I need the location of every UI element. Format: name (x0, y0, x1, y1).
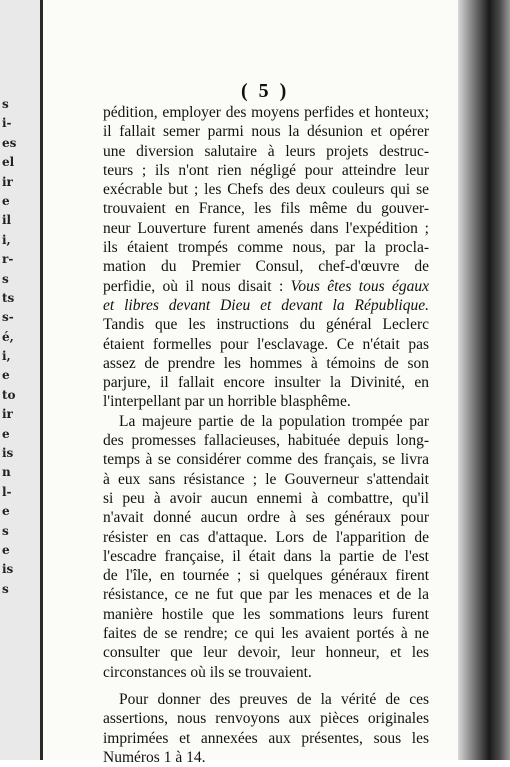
bleed-fragment: es (2, 135, 17, 150)
italic-quote: et libres devant Dieu et devant la République. (103, 296, 429, 314)
bleed-fragment: il (2, 213, 12, 228)
text-line: parjure, il fallait encore insulter la Divinité, en (103, 374, 429, 392)
bleed-fragment: e (2, 193, 10, 208)
text-line: si peu à avoir aucun ennemi à combattre, qu'il (103, 489, 429, 507)
bleed-fragment: e (2, 426, 10, 441)
right-page-edge (458, 0, 510, 760)
text-line: des promesses fallacieuses, habituée depuis long- (103, 432, 429, 450)
text-line: de l'île, en tournée ; si quelques généraux firent (103, 567, 429, 585)
bleed-fragment: ts (2, 290, 15, 305)
bleed-fragment: i, (2, 349, 11, 364)
bleed-fragment: é, (2, 329, 14, 344)
paragraph-1 (103, 103, 429, 412)
text-line: teurs ; ils n'ont rien négligé pour atteindre leur (103, 161, 429, 179)
text-line: Numéros 1 à 14. (103, 748, 206, 766)
bleed-fragment: ir (2, 407, 13, 422)
text-line: circonstances où ils se trouvaient. (103, 663, 312, 681)
text-line (103, 277, 429, 296)
text-line: assertions, nous renvoyons aux pièces originales (103, 710, 429, 728)
bleed-fragment: i- (2, 116, 12, 131)
text-line: imprimées et annexées aux présentes, sous les (103, 729, 429, 747)
text-line: neur Louverture furent amenés dans l'expédition ; (103, 219, 429, 237)
text-line: étaient formelles pour l'esclavage. Ce n'était pas (103, 335, 429, 353)
bleed-fragment: e (2, 542, 10, 557)
text-line: mation du Premier Consul, chef-d'œuvre de (103, 258, 429, 276)
bleed-fragment: s (2, 271, 9, 286)
text-line: ils étaient trompés comme nous, par la procla- (103, 239, 429, 257)
paragraph-3 (103, 690, 429, 767)
text-line: l'escadre française, il était dans la partie de l'est (103, 547, 429, 565)
bleed-fragment: s (2, 97, 9, 111)
bleed-fragment: l- (2, 484, 12, 499)
text-line: n'avait donné aucun ordre à ses généraux pour (103, 509, 429, 527)
text-line: il fallait semer parmi nous la désunion et opérer (103, 123, 429, 141)
text-line: Pour donner des preuves de la vérité de ces (119, 690, 429, 708)
text-line: manière hostile que les sommations leurs furent (103, 605, 429, 623)
italic-quote: Vous êtes tous égaux (290, 277, 429, 295)
body-text (103, 103, 429, 767)
text-line: pédition, employer des moyens perfides et honteux; (103, 104, 429, 121)
text-line: temps à se considérer comme des français, se livra (103, 451, 429, 469)
text-line: à eux sans résistance ; le Gouverneur s'attendait (103, 470, 429, 488)
text-line: résistance, ce ne fut que par les menaces et de la (103, 586, 429, 604)
bleed-fragment: e (2, 368, 10, 383)
page-number: ( 5 ) (241, 80, 290, 102)
bleed-fragment: s- (2, 310, 14, 325)
bleed-fragment: is (2, 562, 14, 577)
text-line: trouvaient en France, les fils même du gouver- (103, 200, 429, 218)
bleed-fragment: el (2, 155, 15, 170)
text-line: l'interpellant par un horrible blasphême. (103, 393, 351, 411)
bleed-fragment: s (2, 581, 9, 596)
text-segment: perfidie, où il nous disait : (103, 277, 284, 295)
text-line: La majeure partie de la population trompée par (119, 412, 429, 430)
book-page (43, 0, 458, 766)
bleed-fragment: r- (2, 252, 14, 267)
bleed-fragment: i, (2, 232, 11, 247)
paragraph-2 (103, 412, 429, 682)
bleed-fragment: is (2, 446, 14, 461)
text-line: Tandis que les instructions du général Leclerc (103, 316, 429, 334)
bleed-fragment: s (2, 523, 9, 538)
text-line: faites de se rendre; ce qui les avaient portés à ne (103, 625, 429, 643)
bleed-fragment: to (2, 387, 16, 402)
text-line: exécrable but ; les Chefs des deux couleurs qui se (103, 181, 429, 199)
text-line: assez de prendre les hommes à témoins de son (103, 354, 429, 372)
text-line: résister en cas d'attaque. Lors de l'apparition de (103, 528, 429, 546)
bleed-fragment: e (2, 504, 10, 519)
bleed-fragment: n (2, 465, 11, 480)
italic-quote-line (103, 296, 429, 315)
facing-page-bleed (2, 95, 26, 599)
text-line: consulter que leur devoir, leur honneur, et les (103, 644, 429, 662)
bleed-fragment: ir (2, 174, 13, 189)
text-line: une diversion salutaire à leurs projets destruc- (103, 142, 429, 160)
